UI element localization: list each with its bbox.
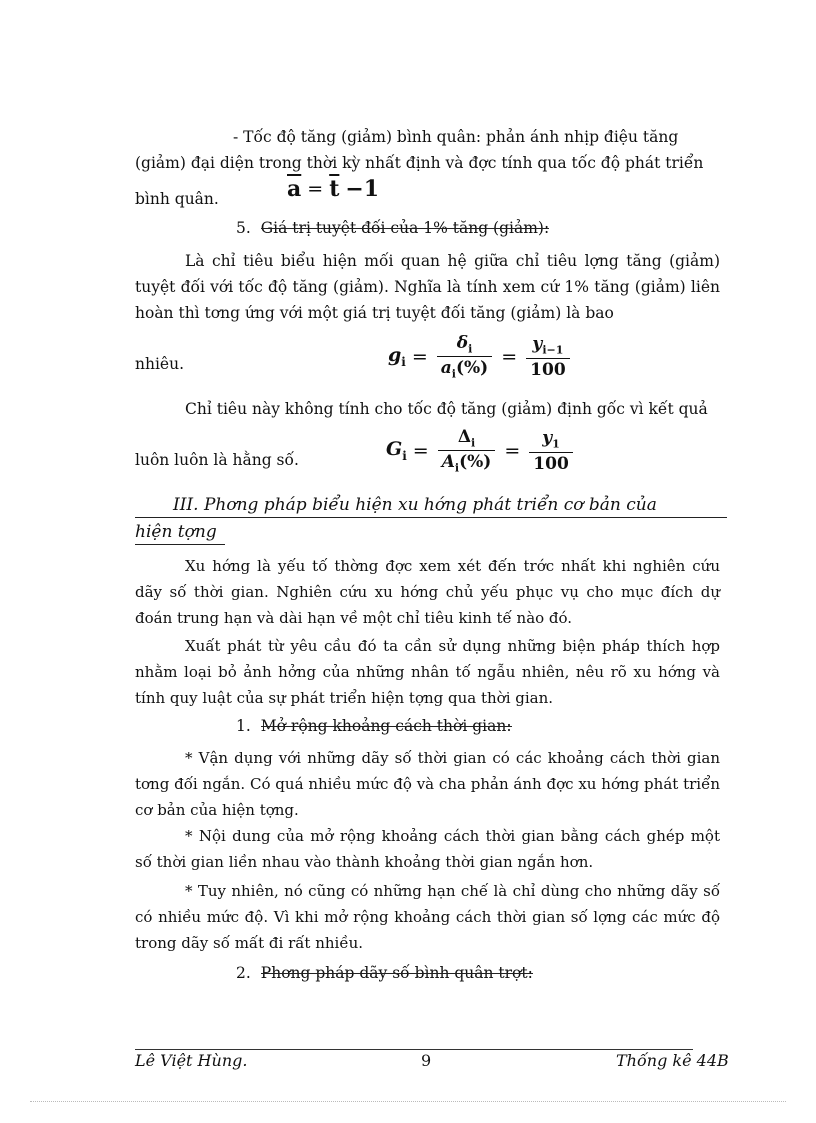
formula3-fraction1: $\frac{\Delta_i}{A_i(\%)}$ — [438, 427, 496, 475]
heading-5-number: 5. — [236, 219, 251, 237]
formula-equals: = — [307, 178, 324, 200]
para-base-rate: Chỉ tiêu này không tính cho tốc độ tăng (giảm) định gốc vì kết quả — [185, 400, 708, 418]
formula-t-bar: $\overline{t}$ — [329, 176, 340, 202]
para-avg-growth-line2: (giảm) đại diện trong thời kỳ nhất định và đợc tính qua tốc độ phát triển — [135, 154, 704, 172]
formula2-lhs: $g_i$ — [388, 344, 406, 370]
heading-1-title: Mở rộng khoảng cách thời gian: — [260, 717, 512, 735]
para-absolute-value: Là chỉ tiêu biểu hiện mối quan hệ giữa chỉ tiêu lợng tăng (giảm) tuyệt đối với tốc độ tăng (giảm). Nghĩa là tính xem cứ 1% tăng (giảm) liên hoàn thì tơng ứng với một giá trị tuyệt đối tăng (giảm) là bao — [135, 252, 720, 322]
heading-1-number: 1. — [236, 717, 251, 735]
footer-author: Lê Việt Hùng. — [135, 1051, 248, 1070]
formula2-fraction2: $\frac{y_{i-1}}{100}$ — [526, 334, 570, 379]
formula-avg-growth — [287, 176, 379, 202]
para-content: * Nội dung của mở rộng khoảng cách thời gian bằng cách ghép một số thời gian liền nhau vào thành khoảng thời gian ngắn hơn. — [135, 827, 720, 871]
para-avg-growth-line1: - Tốc độ tăng (giảm) bình quân: phản ánh nhịp điệu tăng — [233, 128, 679, 146]
page-bottom-dotted-rule — [30, 1101, 786, 1102]
formula3-fraction2: $\frac{y_1}{100}$ — [529, 428, 573, 473]
heading-5-title: Giá trị tuyệt đối của 1% tăng (giảm): — [260, 219, 550, 237]
formula3-lhs: $G_i$ — [386, 438, 407, 464]
formula3-eq1: = — [412, 439, 429, 462]
heading-1 — [236, 715, 512, 737]
heading-5 — [236, 217, 549, 239]
para-base-rate-end: luôn luôn là hằng số. — [135, 451, 299, 469]
section-iii-heading — [135, 493, 727, 546]
section-iii-line2: hiện tợng — [135, 520, 225, 545]
para-avg-growth-line3: bình quân. — [135, 190, 219, 208]
heading-2 — [236, 962, 533, 984]
formula2-eq2: = — [501, 345, 518, 368]
formula-g-i — [388, 333, 573, 381]
para-trend: Xu hớng là yếu tố thờng đợc xem xét đến trớc nhất khi nghiên cứu dãy số thời gian. Nghiên cứu xu hớng chủ yếu phục vụ cho mục đích dự đoán trung hạn và dài hạn về một chỉ tiêu kinh tế nào đó. — [135, 557, 720, 627]
footer-page-number: 9 — [421, 1051, 432, 1070]
heading-2-title: Phơng pháp dãy số bình quân trợt: — [260, 964, 533, 982]
formula-a-bar: $\overline{a}$ — [287, 176, 302, 202]
footer-course: Thống kê 44B — [616, 1051, 729, 1070]
para-requirement: Xuất phát từ yêu cầu đó ta cần sử dụng những biện pháp thích hợp nhằm loại bỏ ảnh hởng của những nhân tố ngẫu nhiên, nêu rõ xu hớng và tính quy luật của sự phát triển hiện tợng qua thời gian. — [135, 637, 720, 707]
section-iii-line1: III. Phơng pháp biểu hiện xu hớng phát triển cơ bản của — [135, 493, 727, 518]
formula-minus-one: −1 — [345, 176, 380, 202]
heading-2-number: 2. — [236, 964, 251, 982]
formula2-fraction1: $\frac{\delta_i}{a_i(\%)}$ — [437, 333, 492, 381]
para-absolute-value-end: nhiêu. — [135, 355, 185, 373]
formula2-eq1: = — [411, 345, 428, 368]
formula-G-i — [386, 427, 576, 475]
para-limitation: * Tuy nhiên, nó cũng có những hạn chế là chỉ dùng cho những dãy số có nhiều mức độ. Vì khi mở rộng khoảng cách thời gian số lợng các mức độ trong dãy số mất đi rất nhiều. — [135, 882, 720, 952]
formula3-eq2: = — [504, 439, 521, 462]
para-apply: * Vận dụng với những dãy số thời gian có các khoảng cách thời gian tơng đối ngắn. Có quá nhiều mức độ và cha phản ánh đợc xu hớng phát triển cơ bản của hiện tợng. — [135, 749, 720, 819]
